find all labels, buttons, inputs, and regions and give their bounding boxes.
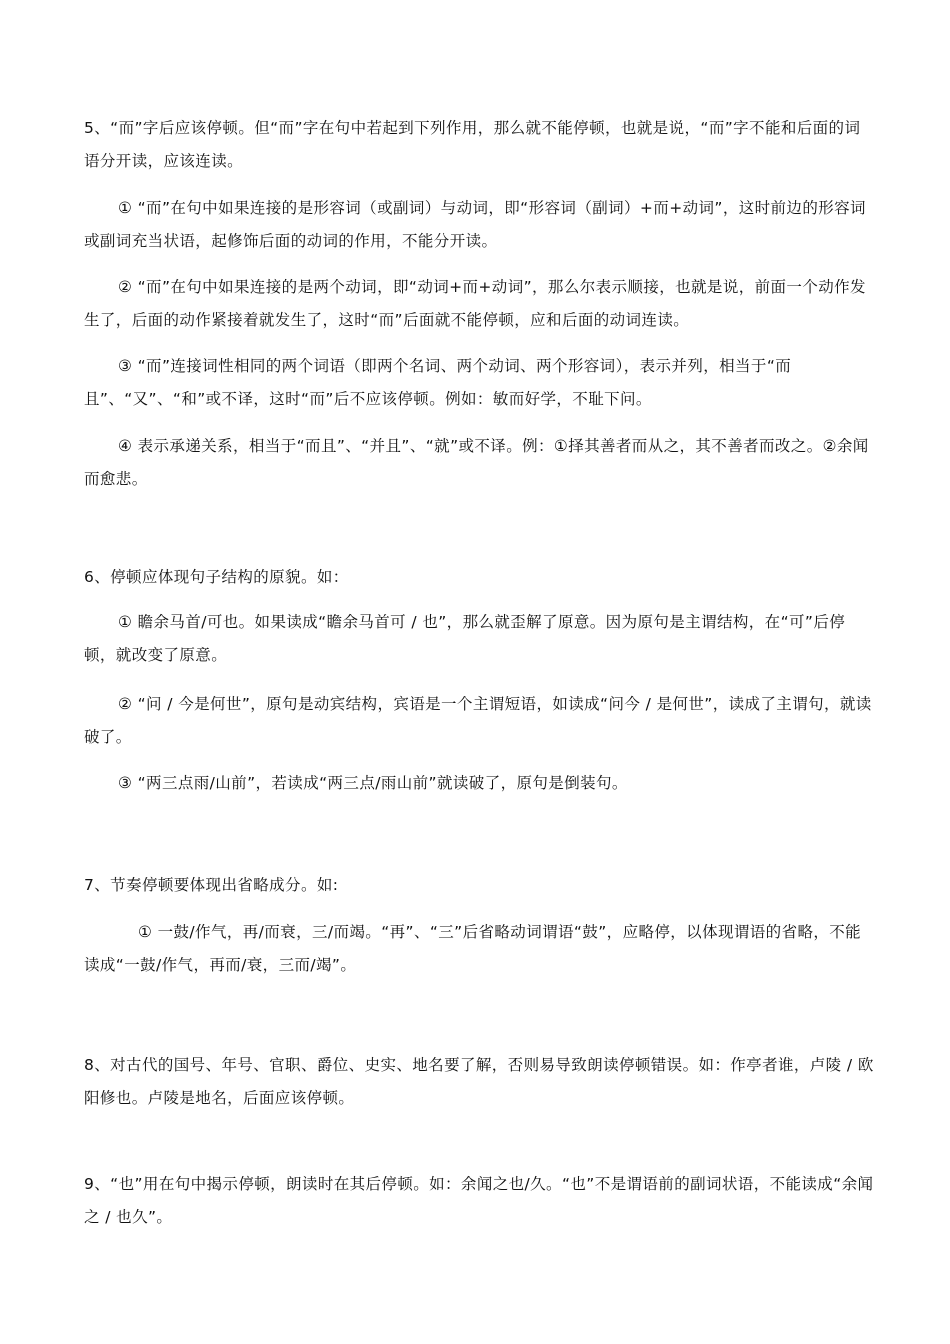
section-6-point-1: ① 瞻余马首/可也。如果读成“瞻余马首可 / 也”，那么就歪解了原意。因为原句是主谓结构，在“可”后停顿，就改变了原意。 xyxy=(84,613,846,664)
section-9-heading: 9、“也”用在句中揭示停顿，朗读时在其后停顿。如：余闻之也/久。“也”不是谓语前的副词状语，不能读成“余闻之 / 也久”。 xyxy=(84,1175,874,1226)
section-5-point-4: ④ 表示承递关系，相当于“而且”、“并且”、“就”或不译。例：①择其善者而从之，其不善者而改之。②余闻而愈悲。 xyxy=(84,437,869,488)
section-5-point-3: ③ “而”连接词性相同的两个词语（即两个名词、两个动词、两个形容词），表示并列，相当于“而且”、“又”、“和”或不译，这时“而”后不应该停顿。例如：敏而好学，不耻下问。 xyxy=(84,357,792,408)
section-5-heading: 5、“而”字后应该停顿。但“而”字在句中若起到下列作用，那么就不能停顿，也就是说，“而”字不能和后面的词语分开读，应该连读。 xyxy=(84,119,861,170)
section-7-point-1: ① 一鼓/作气，再/而衰，三/而竭。“再”、“三”后省略动词谓语“鼓”，应略停，以体现谓语的省略，不能读成“一鼓/作气，再而/衰，三而/竭”。 xyxy=(84,923,862,974)
section-8-heading: 8、对古代的国号、年号、官职、爵位、史实、地名要了解，否则易导致朗读停顿错误。如：作亭者谁，卢陵 / 欧阳修也。卢陵是地名，后面应该停顿。 xyxy=(84,1056,874,1107)
section-5-point-1: ① “而”在句中如果连接的是形容词（或副词）与动词，即“形容词（副词）+而+动词”，这时前边的形容词或副词充当状语，起修饰后面的动词的作用，不能分开读。 xyxy=(84,199,866,250)
section-7-heading: 7、节奏停顿要体现出省略成分。如: xyxy=(84,876,339,894)
section-5-point-2: ② “而”在句中如果连接的是两个动词，即“动词+而+动词”，那么尔表示顺接，也就是说，前面一个动作发生了，后面的动作紧接着就发生了，这时“而”后面就不能停顿，应和后面的动词连读。 xyxy=(84,278,866,329)
section-6-heading: 6、停顿应体现句子结构的原貌。如： xyxy=(84,568,349,586)
section-6-point-2: ② “问 / 今是何世”，原句是动宾结构，宾语是一个主谓短语，如读成“问今 / 是何世”，读成了主谓句，就读破了。 xyxy=(84,695,872,746)
section-6-point-3: ③ “两三点雨/山前”，若读成“两三点/雨山前”就读破了，原句是倒装句。 xyxy=(118,774,628,792)
